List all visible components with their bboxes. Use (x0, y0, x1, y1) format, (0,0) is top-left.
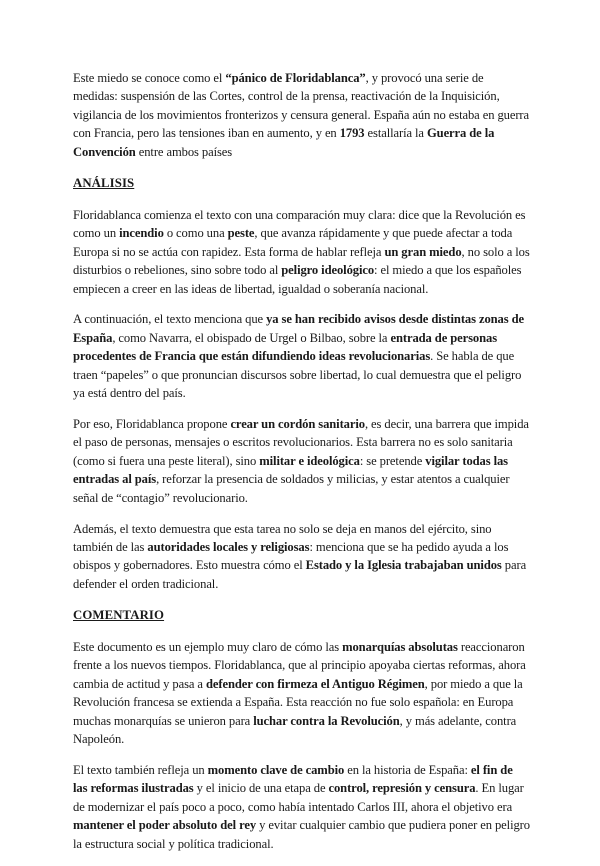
text-run: , reforzar la presencia de soldados y milicias, y estar atentos a cualquier señal de “contagio” revolucionario. (73, 472, 510, 505)
bold-text: mantener el poder absoluto del rey (73, 818, 257, 833)
text-run: : el miedo a que los españoles empiecen a creer en las ideas de libertad, igualdad o soberanía nacional. (73, 263, 522, 296)
intro-paragraph (73, 69, 530, 161)
text-run: : se pretende (359, 453, 426, 468)
text-run: , que avanza rápidamente y que puede afectar a toda Europa si no se actúa con rapidez. Esta forma de hablar refleja (73, 226, 513, 259)
analisis-heading: ANÁLISIS (73, 175, 135, 190)
text-run: Este documento es un ejemplo muy claro de cómo las (73, 640, 343, 655)
bold-text: un gran miedo (384, 244, 462, 259)
bold-text: luchar contra la Revolución (253, 713, 400, 728)
text-run: A continuación, el texto menciona que (73, 312, 267, 327)
text-run: , no solo a los disturbios o rebeliones, sino sobre todo al (73, 244, 530, 278)
bold-text: crear un cordón sanitario (230, 417, 365, 431)
bold-text: control, represión y censura (328, 781, 476, 796)
text-run: y el inicio de una etapa de (193, 781, 329, 796)
text-run: El texto también refleja un (73, 763, 208, 777)
bold-text: 1793 (339, 126, 365, 141)
text-run: para defender el orden tradicional. (73, 558, 527, 591)
text-run: . En lugar de modernizar el país poco a poco, como había intentado Carlos III, ahora el objetivo era (73, 781, 524, 814)
bold-text: “pánico de Floridablanca” (225, 71, 366, 85)
comentario-paragraph-1 (73, 638, 530, 748)
text-run: , como Navarra, el obispado de Urgel o Bilbao, sobre la (112, 330, 391, 345)
text-run: : menciona que se ha pedido ayuda a los obispos y gobernadores. Esto muestra cómo el (73, 539, 509, 573)
text-run: en la historia de España: (344, 763, 471, 777)
document-page (73, 69, 530, 866)
analisis-paragraph-1 (73, 206, 530, 298)
bold-text: entrada de personas procedentes de Francia que están difundiendo ideas revolucionarias (73, 330, 498, 364)
text-run: reaccionaron frente a los nuevos tiempos. Floridablanca, que al principio apoyaba ciertas reformas, ahora cambia de actitud y pasa a (73, 640, 526, 691)
text-run: Floridablanca comienza el texto con una comparación muy clara: dice que la Revolución es como un (73, 207, 526, 241)
bold-text: militar e ideológica (259, 453, 360, 468)
bold-text: Estado y la Iglesia trabajaban unidos (305, 558, 502, 573)
bold-text: ya se han recibido avisos desde distintas zonas de España (73, 312, 524, 345)
bold-text: momento clave de cambio (207, 763, 345, 777)
bold-text: Guerra de la Convención (73, 126, 495, 159)
comentario-paragraph-2 (73, 761, 530, 853)
text-run: Este miedo se conoce como el (73, 71, 226, 85)
text-run: entre ambos países (135, 144, 233, 159)
bold-text: peste (227, 226, 255, 241)
analisis-paragraph-2 (73, 310, 530, 402)
bold-text: defender con firmeza el Antiguo Régimen (205, 676, 425, 691)
bold-text: monarquías absolutas (342, 640, 458, 655)
analisis-paragraph-4 (73, 520, 530, 594)
bold-text: vigilar todas las entradas al país (73, 453, 508, 487)
text-run: o como una (163, 226, 228, 241)
text-run: , y provocó una serie de medidas: suspensión de las Cortes, control de la prensa, reactivación de la Inquisición, vigilancia de los movimientos fronterizos y censura general. España aún no estaba en guerra con Francia, pero las tensiones iban en aumento, y en (73, 71, 530, 141)
text-run: y evitar cualquier cambio que pudiera poner en peligro la estructura social y política tradicional. (73, 818, 530, 851)
text-run: Por eso, Floridablanca propone (73, 417, 231, 431)
text-run: , es decir, una barrera que impida el paso de personas, mensajes o escritos revolucionarios. Esta barrera no es solo sanitaria (como si fuera una peste literal), sino (73, 417, 529, 468)
analisis-paragraph-3 (73, 415, 530, 507)
bold-text: autoridades locales y religiosas (147, 539, 310, 554)
text-run: Además, el texto demuestra que esta tarea no solo se deja en manos del ejército, sino también de las (73, 521, 492, 554)
bold-text: el fin de las reformas ilustradas (73, 763, 513, 796)
text-run: , por miedo a que la Revolución francesa se extienda a España. Esta reacción no fue solo española: en Europa muchas monarquías se unieron para (73, 676, 523, 728)
text-run: estallaría la (364, 126, 427, 141)
text-run: . Se habla de que traen “papeles” o que pronuncian discursos sobre libertad, lo cual demuestra que el peligro ya está dentro del país. (73, 349, 522, 401)
text-run: , y más adelante, contra Napoleón. (73, 713, 517, 747)
comentario-heading: COMENTARIO (73, 607, 165, 622)
bold-text: peligro ideológico (281, 263, 375, 278)
bold-text: incendio (119, 226, 164, 241)
